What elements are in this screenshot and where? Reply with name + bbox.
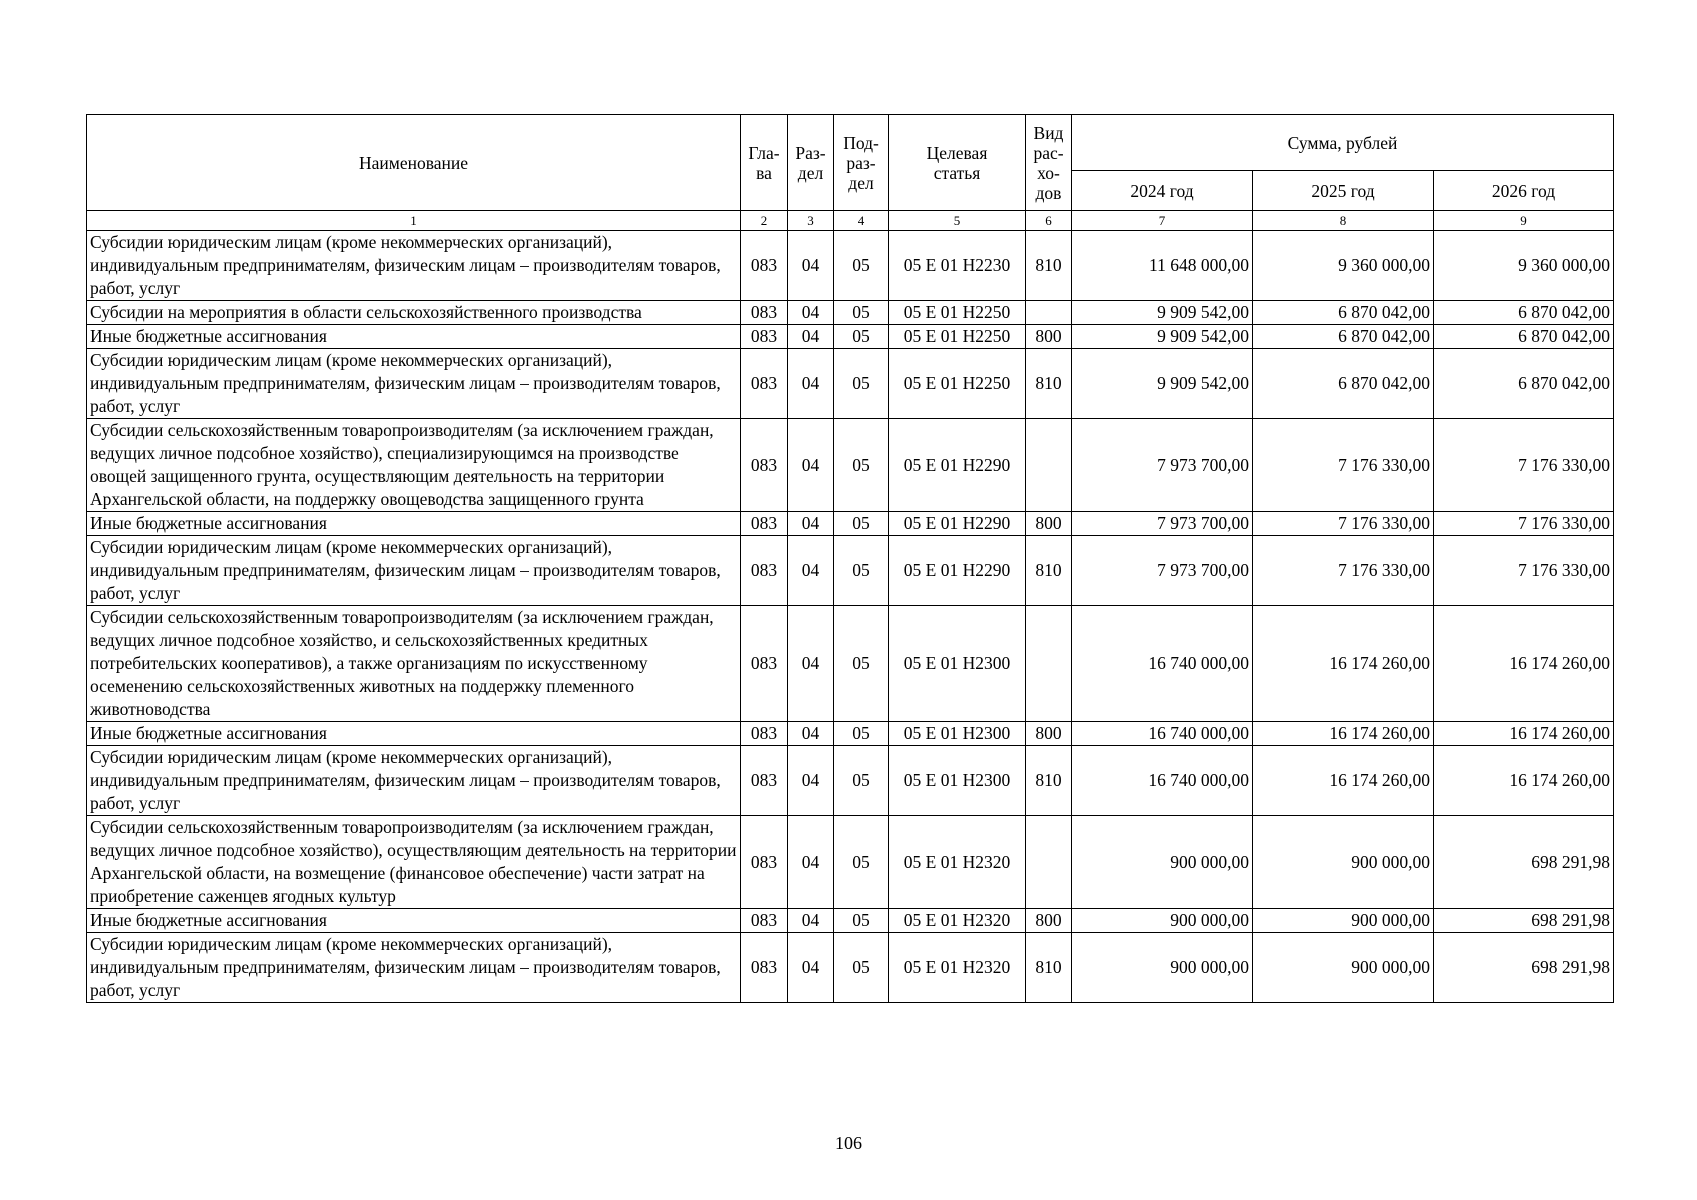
budget-table [86, 114, 1614, 1003]
cell-celevaya: 05 Е 01 Н2290 [889, 419, 1026, 512]
cell-name: Иные бюджетные ассигнования [87, 722, 741, 746]
header-year-2024: 2024 год [1072, 171, 1253, 211]
header-razdel: Раз- дел [788, 115, 834, 211]
cell-razdel: 04 [788, 536, 834, 606]
cell-vid: 800 [1026, 325, 1072, 349]
cell-name: Иные бюджетные ассигнования [87, 325, 741, 349]
column-number: 3 [788, 211, 834, 231]
cell-sum-2025: 16 174 260,00 [1253, 722, 1434, 746]
table-row [87, 231, 1614, 301]
cell-sum-2024: 16 740 000,00 [1072, 746, 1253, 816]
cell-sum-2024: 9 909 542,00 [1072, 301, 1253, 325]
cell-razdel: 04 [788, 231, 834, 301]
cell-name: Субсидии юридическим лицам (кроме некоммерческих организаций), индивидуальным предпринимателям, физическим лицам – производителям товаров, работ, услуг [87, 933, 741, 1003]
cell-sum-2024: 11 648 000,00 [1072, 231, 1253, 301]
cell-glava: 083 [741, 933, 788, 1003]
cell-glava: 083 [741, 512, 788, 536]
cell-celevaya: 05 Е 01 Н2250 [889, 325, 1026, 349]
cell-razdel: 04 [788, 512, 834, 536]
cell-glava: 083 [741, 606, 788, 722]
cell-podrazdel: 05 [834, 722, 889, 746]
table-row [87, 909, 1614, 933]
cell-vid [1026, 606, 1072, 722]
cell-celevaya: 05 Е 01 Н2250 [889, 349, 1026, 419]
cell-sum-2025: 6 870 042,00 [1253, 325, 1434, 349]
table-row [87, 325, 1614, 349]
cell-vid: 800 [1026, 512, 1072, 536]
header-celevaya: Целевая статья [889, 115, 1026, 211]
cell-sum-2024: 7 973 700,00 [1072, 512, 1253, 536]
table-row [87, 349, 1614, 419]
cell-celevaya: 05 Е 01 Н2320 [889, 933, 1026, 1003]
table-row [87, 606, 1614, 722]
cell-sum-2025: 7 176 330,00 [1253, 536, 1434, 606]
cell-sum-2024: 900 000,00 [1072, 933, 1253, 1003]
cell-razdel: 04 [788, 746, 834, 816]
cell-razdel: 04 [788, 325, 834, 349]
table-row [87, 746, 1614, 816]
cell-sum-2024: 16 740 000,00 [1072, 722, 1253, 746]
cell-sum-2024: 9 909 542,00 [1072, 349, 1253, 419]
cell-celevaya: 05 Е 01 Н2290 [889, 536, 1026, 606]
cell-glava: 083 [741, 301, 788, 325]
column-number: 9 [1434, 211, 1614, 231]
cell-vid [1026, 301, 1072, 325]
cell-razdel: 04 [788, 722, 834, 746]
cell-razdel: 04 [788, 933, 834, 1003]
cell-name: Иные бюджетные ассигнования [87, 512, 741, 536]
cell-sum-2024: 16 740 000,00 [1072, 606, 1253, 722]
cell-sum-2025: 7 176 330,00 [1253, 512, 1434, 536]
cell-podrazdel: 05 [834, 349, 889, 419]
cell-podrazdel: 05 [834, 301, 889, 325]
column-number: 5 [889, 211, 1026, 231]
cell-glava: 083 [741, 419, 788, 512]
cell-name: Субсидии сельскохозяйственным товаропроизводителям (за исключением граждан, ведущих личное подсобное хозяйство), осуществляющим деятельность на территории Архангельской области, на возмещение (финансовое обеспечение) части затрат на приобретение саженцев ягодных культур [87, 816, 741, 909]
cell-glava: 083 [741, 746, 788, 816]
cell-name: Субсидии на мероприятия в области сельскохозяйственного производства [87, 301, 741, 325]
cell-name: Субсидии юридическим лицам (кроме некоммерческих организаций), индивидуальным предпринимателям, физическим лицам – производителям товаров, работ, услуг [87, 536, 741, 606]
cell-sum-2024: 7 973 700,00 [1072, 419, 1253, 512]
cell-vid: 810 [1026, 933, 1072, 1003]
column-number: 7 [1072, 211, 1253, 231]
cell-name: Субсидии юридическим лицам (кроме некоммерческих организаций), индивидуальным предпринимателям, физическим лицам – производителям товаров, работ, услуг [87, 231, 741, 301]
cell-glava: 083 [741, 909, 788, 933]
cell-podrazdel: 05 [834, 419, 889, 512]
column-number: 2 [741, 211, 788, 231]
cell-vid [1026, 419, 1072, 512]
header-summa: Сумма, рублей [1072, 115, 1614, 171]
cell-glava: 083 [741, 231, 788, 301]
cell-glava: 083 [741, 722, 788, 746]
cell-sum-2026: 698 291,98 [1434, 816, 1614, 909]
cell-podrazdel: 05 [834, 606, 889, 722]
header-glava: Гла- ва [741, 115, 788, 211]
cell-celevaya: 05 Е 01 Н2300 [889, 722, 1026, 746]
table-row [87, 512, 1614, 536]
column-number: 1 [87, 211, 741, 231]
cell-sum-2026: 16 174 260,00 [1434, 606, 1614, 722]
cell-vid: 810 [1026, 536, 1072, 606]
cell-glava: 083 [741, 816, 788, 909]
header-vid: Вид рас- хо- дов [1026, 115, 1072, 211]
cell-podrazdel: 05 [834, 746, 889, 816]
table-row [87, 301, 1614, 325]
cell-sum-2026: 698 291,98 [1434, 933, 1614, 1003]
cell-sum-2025: 16 174 260,00 [1253, 746, 1434, 816]
cell-razdel: 04 [788, 301, 834, 325]
column-number: 8 [1253, 211, 1434, 231]
table-row [87, 933, 1614, 1003]
column-number-row [87, 211, 1614, 231]
cell-sum-2025: 6 870 042,00 [1253, 349, 1434, 419]
cell-podrazdel: 05 [834, 536, 889, 606]
table-row [87, 419, 1614, 512]
cell-name: Субсидии сельскохозяйственным товаропроизводителям (за исключением граждан, ведущих личное подсобное хозяйство, и сельскохозяйственных кредитных потребительских кооперативов), а также организациям по искусственному осеменению сельскохозяйственных животных на поддержку племенного животноводства [87, 606, 741, 722]
cell-sum-2025: 900 000,00 [1253, 909, 1434, 933]
cell-glava: 083 [741, 325, 788, 349]
cell-sum-2025: 9 360 000,00 [1253, 231, 1434, 301]
cell-sum-2026: 6 870 042,00 [1434, 301, 1614, 325]
cell-celevaya: 05 Е 01 Н2290 [889, 512, 1026, 536]
cell-vid: 810 [1026, 349, 1072, 419]
header-year-2026: 2026 год [1434, 171, 1614, 211]
cell-sum-2024: 9 909 542,00 [1072, 325, 1253, 349]
cell-razdel: 04 [788, 349, 834, 419]
cell-sum-2024: 7 973 700,00 [1072, 536, 1253, 606]
header-podrazdel: Под- раз- дел [834, 115, 889, 211]
cell-sum-2026: 16 174 260,00 [1434, 746, 1614, 816]
cell-razdel: 04 [788, 909, 834, 933]
cell-name: Субсидии юридическим лицам (кроме некоммерческих организаций), индивидуальным предпринимателям, физическим лицам – производителям товаров, работ, услуг [87, 746, 741, 816]
cell-podrazdel: 05 [834, 512, 889, 536]
cell-podrazdel: 05 [834, 816, 889, 909]
cell-sum-2026: 16 174 260,00 [1434, 722, 1614, 746]
cell-sum-2026: 7 176 330,00 [1434, 419, 1614, 512]
table-row [87, 816, 1614, 909]
cell-celevaya: 05 Е 01 Н2320 [889, 909, 1026, 933]
cell-vid: 800 [1026, 722, 1072, 746]
column-number: 4 [834, 211, 889, 231]
cell-sum-2025: 900 000,00 [1253, 816, 1434, 909]
cell-podrazdel: 05 [834, 909, 889, 933]
cell-razdel: 04 [788, 419, 834, 512]
cell-sum-2025: 7 176 330,00 [1253, 419, 1434, 512]
header-name: Наименование [87, 115, 741, 211]
cell-sum-2025: 16 174 260,00 [1253, 606, 1434, 722]
cell-vid: 800 [1026, 909, 1072, 933]
cell-sum-2024: 900 000,00 [1072, 909, 1253, 933]
cell-glava: 083 [741, 536, 788, 606]
cell-sum-2025: 6 870 042,00 [1253, 301, 1434, 325]
cell-celevaya: 05 Е 01 Н2320 [889, 816, 1026, 909]
cell-sum-2026: 7 176 330,00 [1434, 536, 1614, 606]
cell-sum-2026: 7 176 330,00 [1434, 512, 1614, 536]
cell-podrazdel: 05 [834, 933, 889, 1003]
cell-name: Субсидии юридическим лицам (кроме некоммерческих организаций), индивидуальным предпринимателям, физическим лицам – производителям товаров, работ, услуг [87, 349, 741, 419]
cell-celevaya: 05 Е 01 Н2250 [889, 301, 1026, 325]
cell-sum-2026: 9 360 000,00 [1434, 231, 1614, 301]
cell-sum-2026: 6 870 042,00 [1434, 325, 1614, 349]
cell-celevaya: 05 Е 01 Н2300 [889, 746, 1026, 816]
cell-glava: 083 [741, 349, 788, 419]
header-year-2025: 2025 год [1253, 171, 1434, 211]
cell-podrazdel: 05 [834, 325, 889, 349]
cell-sum-2025: 900 000,00 [1253, 933, 1434, 1003]
table-row [87, 722, 1614, 746]
cell-razdel: 04 [788, 816, 834, 909]
cell-name: Иные бюджетные ассигнования [87, 909, 741, 933]
table-body [87, 231, 1614, 1003]
cell-vid: 810 [1026, 231, 1072, 301]
column-number: 6 [1026, 211, 1072, 231]
cell-vid: 810 [1026, 746, 1072, 816]
cell-sum-2026: 6 870 042,00 [1434, 349, 1614, 419]
cell-celevaya: 05 Е 01 Н2230 [889, 231, 1026, 301]
cell-sum-2026: 698 291,98 [1434, 909, 1614, 933]
cell-podrazdel: 05 [834, 231, 889, 301]
cell-sum-2024: 900 000,00 [1072, 816, 1253, 909]
cell-celevaya: 05 Е 01 Н2300 [889, 606, 1026, 722]
cell-razdel: 04 [788, 606, 834, 722]
table-row [87, 536, 1614, 606]
cell-vid [1026, 816, 1072, 909]
cell-name: Субсидии сельскохозяйственным товаропроизводителям (за исключением граждан, ведущих личное подсобное хозяйство), специализирующимся на производстве овощей защищенного грунта, осуществляющим деятельность на территории Архангельской области, на поддержку овощеводства защищенного грунта [87, 419, 741, 512]
page-number: 106 [835, 1133, 862, 1153]
